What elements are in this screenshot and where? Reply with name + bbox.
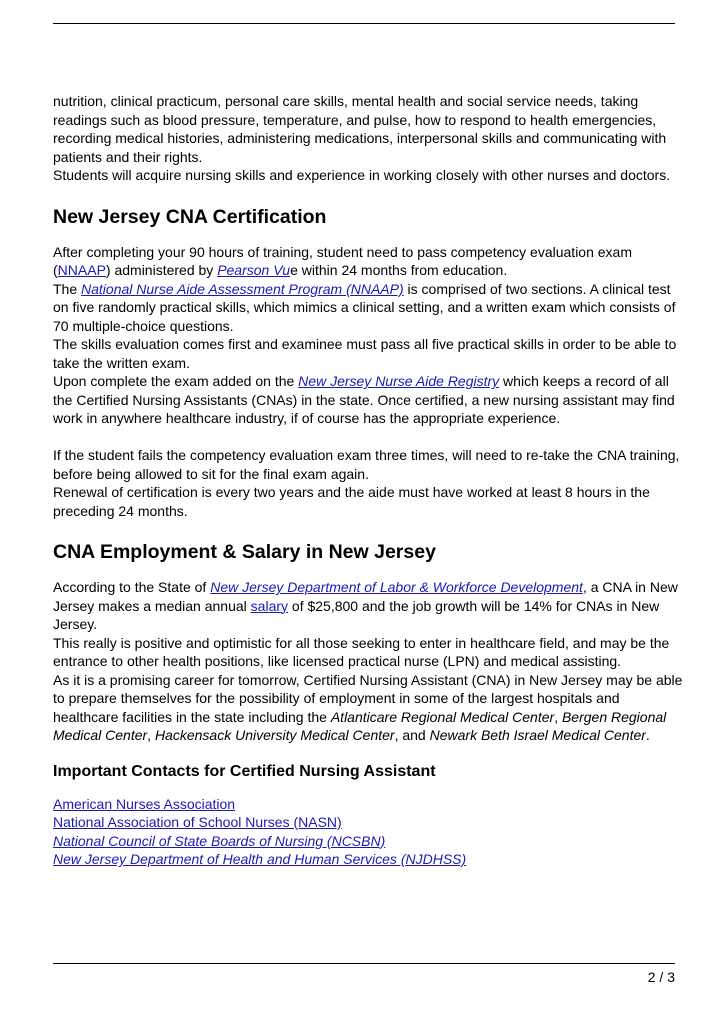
employment-paragraph: According to the State of New Jersey Department of Labor & Workforce Development, a CNA in New Jersey makes a median annual salary of $25,800 and the job growth will be 14% for CNAs in New Jersey. [53, 579, 678, 632]
nnaap-program-link[interactable]: National Nurse Aide Assessment Program (NNAAP) [81, 280, 404, 297]
cert-paragraph: Upon complete the exam added on the New Jersey Nurse Aide Registry which keeps a record of all the Certified Nursing Assistants (CNAs) in the state. Once certified, a new nursing assistant may find work in anywhere healthcare industry, if of course has the appropriate experience. [53, 373, 675, 426]
section-heading-certification: New Jersey CNA Certification [53, 205, 327, 228]
spacer [53, 428, 683, 447]
contact-link-ncsbn[interactable]: National Council of State Boards of Nursing (NCSBN) [53, 832, 386, 849]
cert-paragraph: The skills evaluation comes first and examinee must pass all five practical skills in order to be able to take the written exam. [53, 336, 677, 371]
nj-labor-department-link[interactable]: New Jersey Department of Labor & Workforce Development [210, 579, 583, 595]
document-body [53, 92, 683, 869]
contacts-list [53, 795, 683, 869]
section-heading-employment: CNA Employment & Salary in New Jersey [53, 541, 436, 563]
employment-paragraph: As it is a promising career for tomorrow, Certified Nursing Assistant (CNA) in New Jersey may be able to prepare themselves for the possibility of employment in some of the largest hospitals and healthcare facilities in the state including the Atlanticare Regional Medical Center, Bergen Regional Medical Center, Hackensack University Medical Center, and Newark Beth Israel Medical Center. [53, 671, 683, 743]
nnaap-link[interactable]: NNAAP [57, 262, 106, 278]
pearson-vue-link[interactable]: Pearson Vu [217, 262, 291, 278]
contact-link-ana[interactable]: American Nurses Association [53, 795, 236, 812]
section-heading-contacts: Important Contacts for Certified Nursing Assistant [53, 762, 436, 780]
contact-link-njdhss[interactable]: New Jersey Department of Health and Human Services (NJDHSS) [53, 851, 467, 867]
intro-paragraph: Students will acquire nursing skills and experience in working closely with other nurses and doctors. [53, 167, 671, 183]
cert-paragraph: After completing your 90 hours of training, student need to pass competency evaluation exam (NNAAP) administered by Pearson Vue within 24 months from education. [53, 243, 633, 278]
contact-link-nasn[interactable]: National Association of School Nurses (NASN) [53, 814, 342, 830]
footer-rule [53, 963, 675, 964]
cert-paragraph: Renewal of certification is every two years and the aide must have worked at least 8 hours in the preceding 24 months. [53, 484, 650, 519]
nj-nurse-aide-registry-link[interactable]: New Jersey Nurse Aide Registry [298, 373, 500, 389]
cert-paragraph: The National Nurse Aide Assessment Program (NNAAP) is comprised of two sections. A clinical test on five randomly practical skills, which mimics a clinical setting, and a written exam which consists of 70 multiple-choice questions. [53, 280, 676, 334]
employment-paragraph: This really is positive and optimistic for all those seeking to enter in healthcare field, and may be the entrance to other health positions, like licensed practical nurse (LPN) and medical assisting. [53, 634, 670, 669]
header-rule [53, 23, 675, 24]
intro-paragraph: nutrition, clinical practicum, personal care skills, mental health and social service needs, taking readings such as blood pressure, temperature, and pulse, how to respond to health emergencies, recording medical histories, administering medications, interpersonal skills and communicating with patients and their rights. [53, 93, 667, 165]
salary-link[interactable]: salary [250, 597, 289, 614]
cert-paragraph: If the student fails the competency evaluation exam three times, will need to re-take the CNA training, before being allowed to sit for the final exam again. [53, 447, 680, 482]
page-number: 2 / 3 [647, 969, 675, 985]
